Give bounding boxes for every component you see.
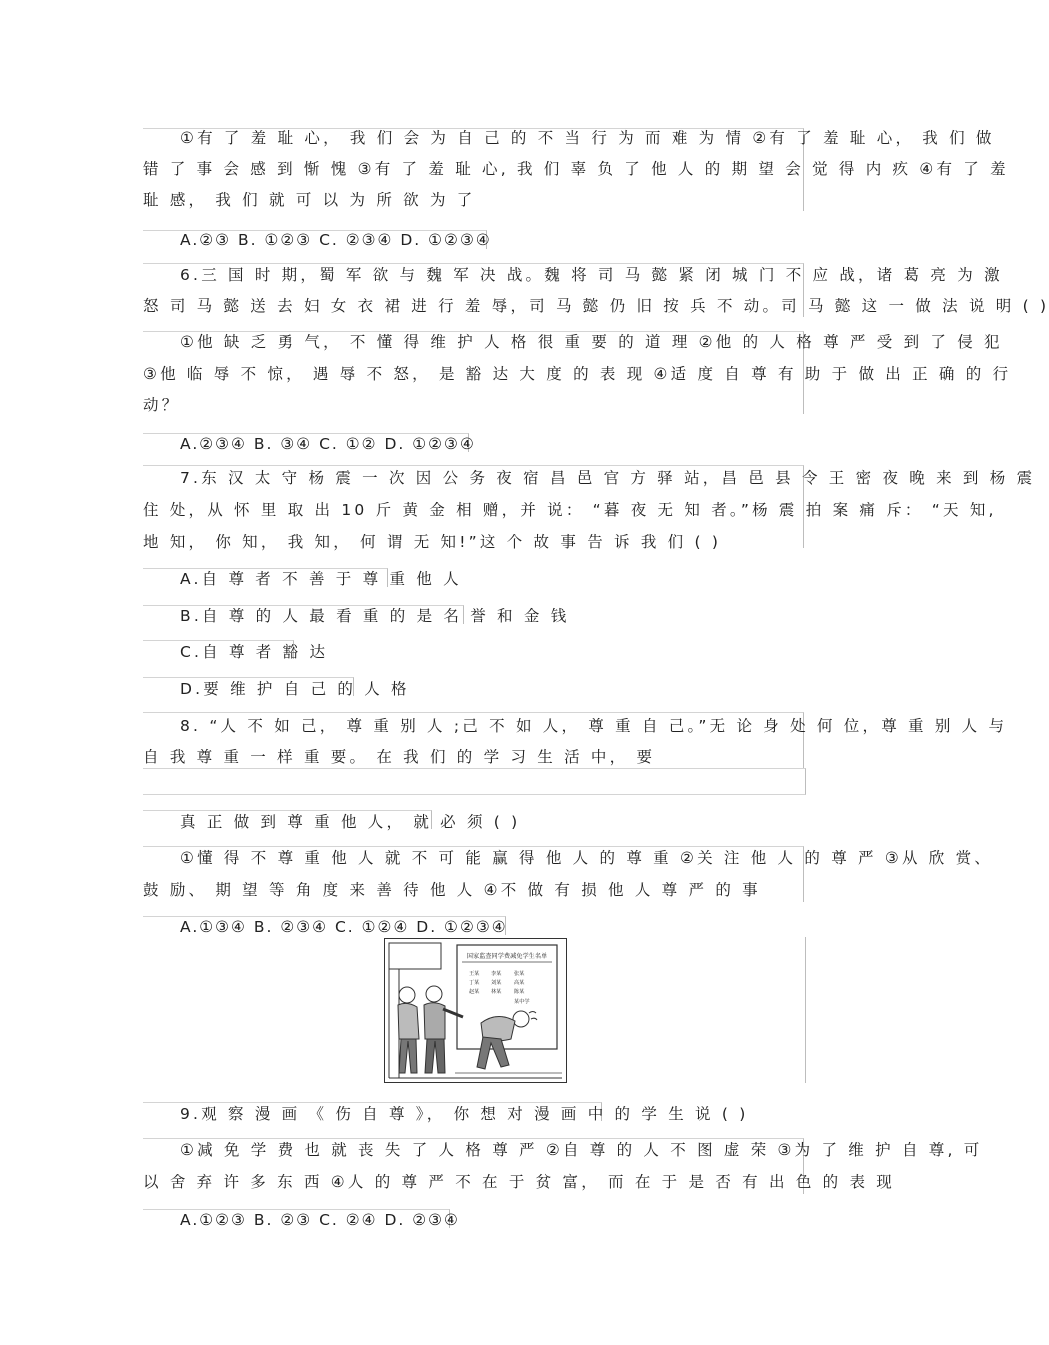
q9-options: A.①②③ B. ②③ C. ②④ D. ②③④: [180, 1211, 460, 1229]
window-frame: [389, 943, 441, 969]
q9-statement-line-2: 以 舍 弃 许 多 东 西 ④人 的 尊 严 不 在 于 贫 富， 而 在 于 是 否 有 出 色 的 表 现: [143, 1173, 895, 1191]
legs: [425, 1039, 445, 1073]
q9-statement-line-1: ①减 免 学 费 也 就 丧 失 了 人 格 尊 严 ②自 尊 的 人 不 图 虚 荣 ③为 了 维 护 自 尊, 可: [180, 1141, 983, 1159]
q7-question-line-2: 住 处，从 怀 里 取 出 10 斤 黄 金 相 赠，并 说： “暮 夜 无 知 者。”杨 震 拍 案 痛 斥： “天 知,: [143, 501, 997, 519]
q6-question-line-2: 怒 司 马 懿 送 去 妇 女 衣 裙 进 行 羞 辱，司 马 懿 仍 旧 按 兵 不 动。司 马 懿 这 一 做 法 说 明 ( ): [143, 297, 1049, 315]
head: [399, 987, 415, 1003]
notice-name: 陈某: [514, 989, 525, 995]
body: [424, 1003, 445, 1039]
body: [398, 1003, 419, 1039]
q6-statement-line-3: 动？: [143, 396, 181, 414]
student-left: [398, 987, 419, 1073]
q8-statement-line-2: 鼓 励、 期 望 等 角 度 来 善 待 他 人 ④不 做 有 损 他 人 尊 严 的 事: [143, 881, 761, 899]
q9-question-line-1: 9.观 察 漫 画 《 伤 自 尊 》， 你 想 对 漫 画 中 的 学 生 说 ( ): [180, 1105, 749, 1123]
cartoon-image: [384, 938, 567, 1083]
q7-option-c: C.自 尊 者 豁 达: [180, 643, 329, 661]
notice-name: 某中学: [514, 999, 530, 1005]
legs: [399, 1039, 417, 1073]
q5-statement-line-3: 耻 感， 我 们 就 可 以 为 所 欲 为 了: [143, 191, 476, 209]
q8-statement-line-1: ①懂 得 不 尊 重 他 人 就 不 可 能 赢 得 他 人 的 尊 重 ②关 注 他 人 的 尊 严 ③从 欣 赏、: [180, 849, 994, 867]
notice-name: 赵某: [469, 989, 480, 995]
head: [426, 986, 442, 1002]
notice-name: 丁某: [469, 980, 480, 986]
notice-name: 林某: [491, 989, 502, 995]
head: [513, 1011, 529, 1027]
q7-option-d: D.要 维 护 自 己 的 人 格: [180, 680, 410, 698]
q5-statement-line-1: ①有 了 羞 耻 心， 我 们 会 为 自 己 的 不 当 行 为 而 难 为 情 ②有 了 羞 耻 心， 我 们 做: [180, 129, 995, 147]
q6-statement-line-2: ③他 临 辱 不 惊， 遇 辱 不 怒， 是 豁 达 大 度 的 表 现 ④适 度 自 尊 有 助 于 做 出 正 确 的 行: [143, 365, 1012, 383]
notice-name: 张某: [514, 971, 525, 977]
q8-question-line-1: 8. “人 不 如 己， 尊 重 别 人 ;己 不 如 人， 尊 重 自 己。”无 论 身 处 何 位，尊 重 别 人 与: [180, 717, 1008, 735]
notice-name: 李某: [491, 971, 502, 977]
q7-question-line-3: 地 知， 你 知， 我 知， 何 谓 无 知!”这 个 故 事 告 诉 我 们 ( ): [143, 533, 722, 551]
notice-name: 高某: [514, 980, 525, 986]
q7-option-b: B.自 尊 的 人 最 看 重 的 是 名 誉 和 金 钱: [180, 607, 570, 625]
q8-question-line-2: 自 我 尊 重 一 样 重 要。 在 我 们 的 学 习 生 活 中， 要: [143, 748, 656, 766]
q6-question-line-1: 6.三 国 时 期，蜀 军 欲 与 魏 军 决 战。魏 将 司 马 懿 紧 闭 城 门 不 应 战，诸 葛 亮 为 激: [180, 266, 1003, 284]
notice-name: 王某: [469, 971, 480, 977]
cartoon-drawing: [385, 939, 566, 1082]
q5-statement-line-2: 错 了 事 会 感 到 惭 愧 ③有 了 羞 耻 心, 我 们 辜 负 了 他 人 的 期 望 会 觉 得 内 疚 ④有 了 羞: [143, 160, 1009, 178]
q7-question-line-1: 7.东 汉 太 守 杨 震 一 次 因 公 务 夜 宿 昌 邑 官 方 驿 站，昌 邑 县 令 王 密 夜 晚 来 到 杨 震: [180, 469, 1036, 487]
q7-option-a: A.自 尊 者 不 善 于 尊 重 他 人: [180, 570, 462, 588]
notice-title: 国家监查同学费减免学生名单: [466, 953, 548, 960]
notice-name: 刘某: [491, 980, 502, 986]
cell-border: [143, 768, 806, 795]
q8-options: A.①③④ B. ②③④ C. ①②④ D. ①②③④: [180, 918, 508, 936]
q8-question-line-3: 真 正 做 到 尊 重 他 人， 就 必 须 ( ): [180, 813, 521, 831]
q6-statement-line-1: ①他 缺 乏 勇 气， 不 懂 得 维 护 人 格 很 重 要 的 道 理 ②他 的 人 格 尊 严 受 到 了 侵 犯: [180, 333, 1003, 351]
q6-options: A.②③④ B. ③④ C. ①② D. ①②③④: [180, 435, 476, 453]
q5-options: A.②③ B. ①②③ C. ②③④ D. ①②③④: [180, 231, 492, 249]
